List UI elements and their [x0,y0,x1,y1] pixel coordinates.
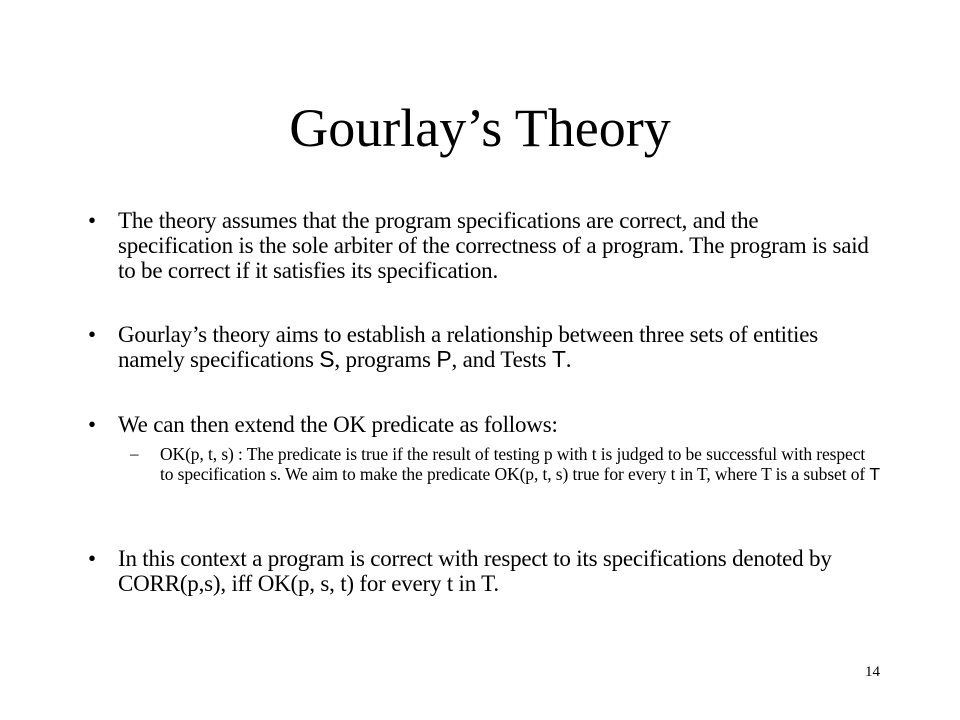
bullet-text-part: Gourlay’s theory aims to establish a relationship between three sets of entities namely specifications [118,322,819,372]
bullet-text-part: . [565,347,572,372]
bullet-text: In this context a program is correct with respect to its specifications denoted by CORR(p,s), iff OK(p, s, t) for every t in T. [118,546,832,596]
sub-bullet-marker: – [130,444,139,463]
bullet-text-part: , and Tests [451,347,552,372]
bullet-text: The theory assumes that the program specifications are correct, and the specification is the sole arbiter of the correctness of a program. The program is said to be correct if it satisfies its specification. [118,208,869,283]
slide-title: Gourlay’s Theory [289,98,671,158]
sub-bullet-text-part: OK(p, t, s) : The predicate is true if the result of testing p with t is judged to be successful with respect to specification s. We aim to make the predicate OK(p, t, s) true for every t in T, where T is a subset of [160,444,870,484]
sub-bullet-text [160,444,880,484]
bullet-marker: • [88,546,97,571]
bullet-marker: • [88,412,97,437]
symbol-s: S [319,346,335,372]
symbol-p: P [436,346,452,372]
bullet-text: We can then extend the OK predicate as follows: [118,412,558,437]
bullet-marker: • [88,322,97,347]
symbol-t: T [869,464,880,484]
symbol-t: T [551,346,566,372]
bullet-text [118,322,878,372]
bullet-text-part: , programs [334,347,437,372]
page-number: 14 [865,664,880,680]
bullet-marker: • [88,208,97,233]
